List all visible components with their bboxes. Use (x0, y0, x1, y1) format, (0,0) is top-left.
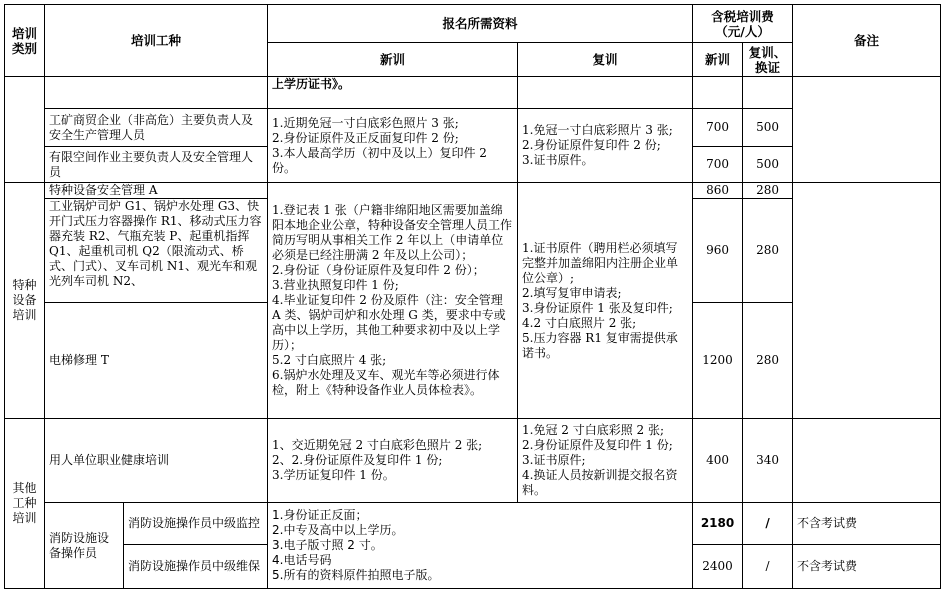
header-materials: 报名所需资料 (268, 5, 693, 43)
header-remark: 备注 (793, 5, 941, 77)
header-fee: 含税培训费 （元/人） (693, 5, 793, 43)
section3-health-job: 用人单位职业健康培训 (45, 419, 268, 503)
section1-job-2: 有限空间作业主要负责人及安全管理人员 (45, 147, 268, 183)
section3-fire-fee-renew-1: / (743, 503, 793, 545)
section2-job-2: 工业锅炉司炉 G1、锅炉水处理 G3、快开门式压力容器操作 R1、移动式压力容器充装 R2、气瓶充装 P、起重机指挥 Q1、起重机司机 Q2（限流动式、桥式、门式）、叉车司机 N1、观光车和观光列车司机 N2、 (45, 199, 268, 303)
section3-health-fee-renew: 340 (743, 419, 793, 503)
header-fee-renew: 复训、 换证 (743, 43, 793, 77)
section3-category: 其他 工种 培训 (5, 419, 45, 589)
header-materials-renew: 复训 (518, 43, 693, 77)
section1-renew-materials: 1.免冠一寸白底彩照片 3 张; 2.身份证原件复印件 2 份; 3.证书原件。 (518, 109, 693, 183)
section3-fire-subjob-2: 消防设施操作员中级维保 (124, 545, 268, 589)
section2-job-3: 电梯修理 T (45, 303, 268, 419)
section2-category: 特种 设备 培训 (5, 183, 45, 419)
training-fee-table (4, 4, 941, 589)
section3-fire-fee-new-2: 2400 (693, 545, 743, 589)
section1-fee-new-2: 700 (693, 147, 743, 183)
section1-remark (793, 77, 941, 183)
section3-fire-materials: 1.身份证正反面； 2.中专及高中以上学历。 3.电子版寸照 2 寸。 4.电话号码 5.所有的资料原件拍照电子版。 (268, 503, 693, 589)
section1-fee-renew-2: 500 (743, 147, 793, 183)
section1-category (5, 77, 45, 183)
section2-job-1: 特种设备安全管理 A (45, 183, 268, 199)
section2-fee-new-1: 860 (693, 183, 743, 199)
section1-job-1: 工矿商贸企业（非高危）主要负责人及安全生产管理人员 (45, 109, 268, 147)
section3-fire-group: 消防设施设备操作员 (45, 503, 124, 589)
section1-top-text: 上学历证书》。 (268, 77, 518, 109)
header-category: 培训 类别 (5, 5, 45, 77)
section2-fee-new-3: 1200 (693, 303, 743, 419)
section1-fee-renew-1: 500 (743, 109, 793, 147)
section1-renew-blank (518, 77, 693, 109)
section1-job-blank (45, 77, 268, 109)
section1-new-materials: 1.近期免冠一寸白底彩色照片 3 张; 2.身份证原件及正反面复印件 2 份; 3.本人最高学历（初中及以上）复印件 2 份。 (268, 109, 518, 183)
section3-fire-remark-1: 不含考试费 (793, 503, 941, 545)
section3-fire-subjob-1: 消防设施操作员中级监控 (124, 503, 268, 545)
header-materials-new: 新训 (268, 43, 518, 77)
section2-renew-materials: 1.证书原件（聘用栏必须填写完整并加盖绵阳内注册企业单位公章）; 2.填写复审申请表; 3.身份证原件 1 张及复印件; 4.2 寸白底照片 2 张; 5.压力容器 R1 复审需提供承诺书。 (518, 183, 693, 419)
section3-fire-remark-2: 不含考试费 (793, 545, 941, 589)
section2-fee-renew-3: 280 (743, 303, 793, 419)
section1-fee-new-1: 700 (693, 109, 743, 147)
section2-fee-renew-2: 280 (743, 199, 793, 303)
section2-remark (793, 183, 941, 419)
section3-health-new-materials: 1、交近期免冠 2 寸白底彩色照片 2 张; 2、2.身份证原件及复印件 1 份; 3.学历证复印件 1 份。 (268, 419, 518, 503)
section3-health-renew-materials: 1.免冠 2 寸白底彩照 2 张; 2.身份证原件及复印件 1 份; 3.证书原件; 4.换证人员按新训提交报名资料。 (518, 419, 693, 503)
section1-fee-renew-blank (743, 77, 793, 109)
section2-fee-renew-1: 280 (743, 183, 793, 199)
section2-new-materials: 1.登记表 1 张（户籍非绵阳地区需要加盖绵阳本地企业公章，特种设备安全管理人员工作简历写明从事相关工作 2 年以上（申请单位必须是已经注册满 2 年及以上公司）； 2.身份证（身份证原件及复印件 2 份）； 3.营业执照复印件 1 份; 4.毕业证复印件 2 份及原件（注：安全管理 A 类、锅炉司炉和水处理 G 类，要求中专或高中以上学历，其他工种要求初中及以上学历）； 5.2 寸白底照片 4 张; 6.锅炉水处理及叉车、观光车等必须进行体检，附上《特种设备作业人员体检表》。 (268, 183, 518, 419)
section1-fee-blank (693, 77, 743, 109)
section3-fire-fee-renew-2: / (743, 545, 793, 589)
section2-fee-new-2: 960 (693, 199, 743, 303)
section3-fire-fee-new-1: 2180 (693, 503, 743, 545)
section3-health-remark (793, 419, 941, 503)
header-job-type: 培训工种 (45, 5, 268, 77)
header-fee-new: 新训 (693, 43, 743, 77)
section3-health-fee-new: 400 (693, 419, 743, 503)
